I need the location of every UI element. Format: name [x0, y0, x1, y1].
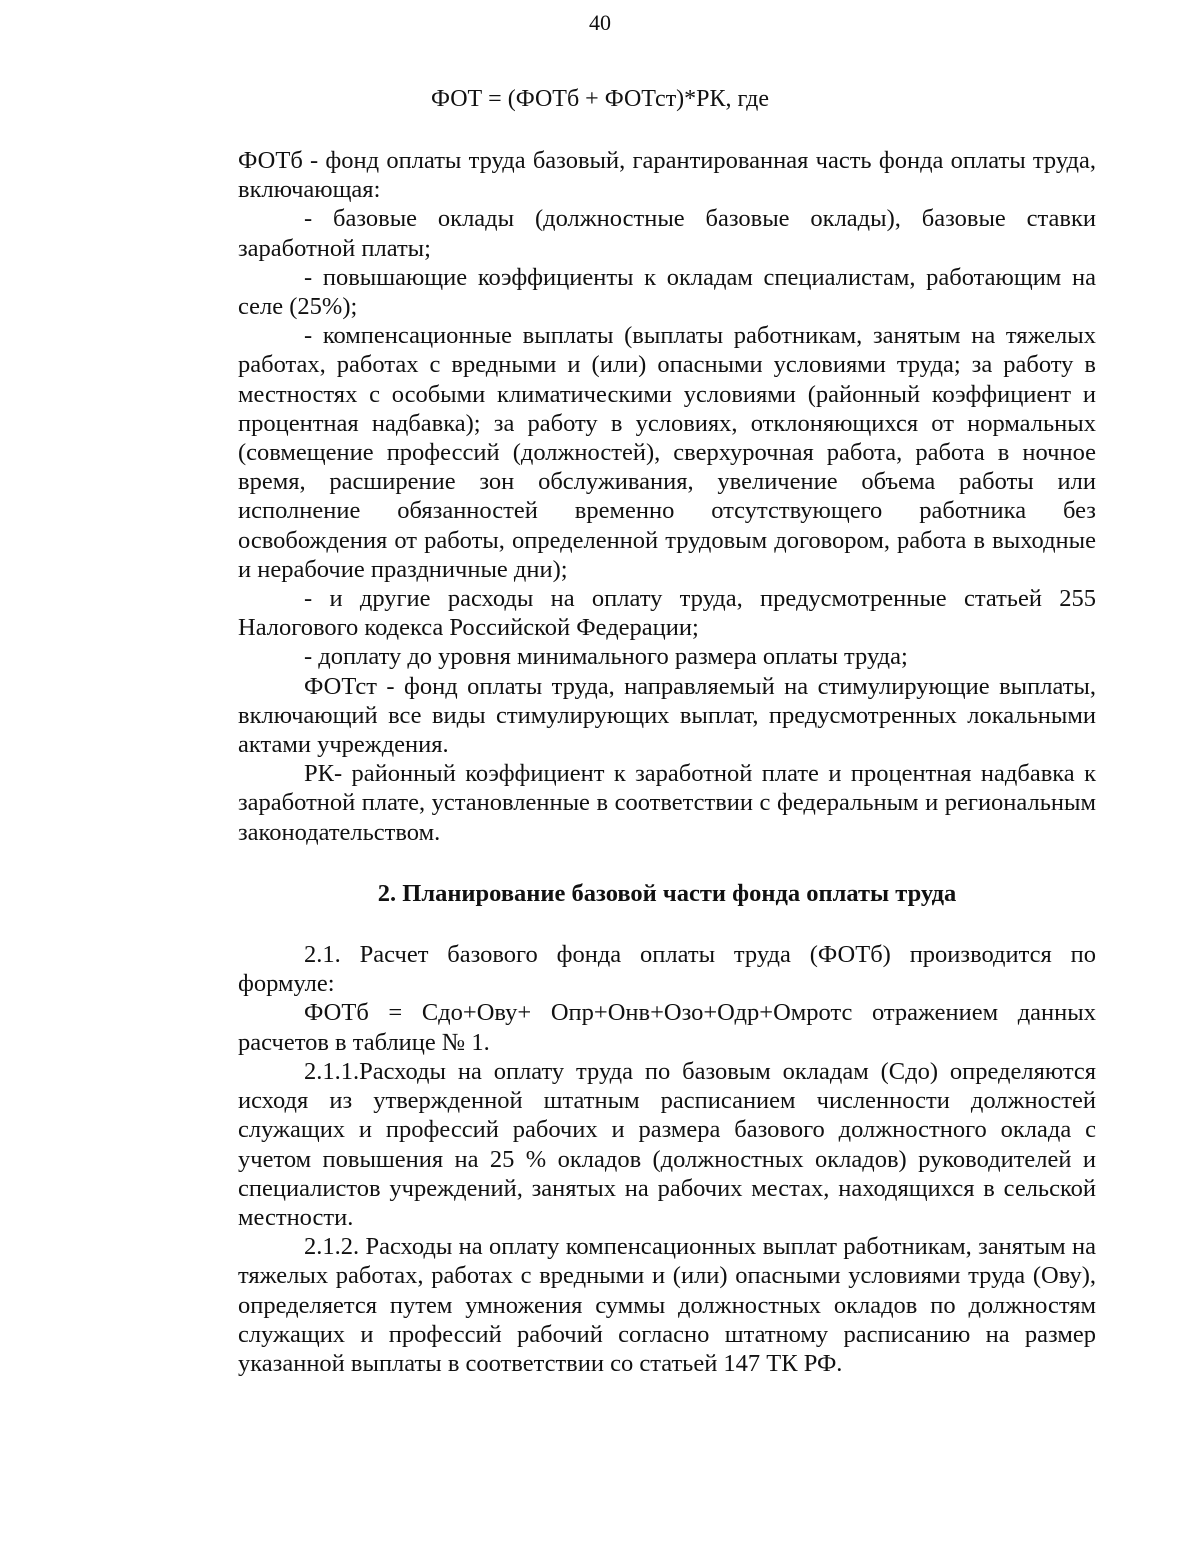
- paragraph-minimum-wage: - доплату до уровня минимального размера оплаты труда;: [304, 643, 908, 671]
- paragraph-other-expenses: - и другие расходы на оплату труда, предусмотренные статьей 255 Налогового кодекса Российской Федерации;: [238, 585, 1096, 642]
- paragraph-2-1-2: 2.1.2. Расходы на оплату компенсационных выплат работникам, занятым на тяжелых работах, работах с вредными и (или) опасными условиями труда (Ову), определяется путем умножения суммы должностных окладов по должностям служащих и профессий рабочий согласно штатному расписанию на размер указанной выплаты в соответствии со статьей 147 ТК РФ.: [238, 1233, 1096, 1377]
- paragraph-rural-coefficients: - повышающие коэффициенты к окладам специалистам, работающим на селе (25%);: [238, 263, 1096, 321]
- paragraph-rk-definition: РК- районный коэффициент к заработной плате и процентная надбавка к заработной плате, установленные в соответствии с федеральным и региональным законодательством.: [238, 760, 1096, 846]
- formula-fot: ФОТ = (ФОТб + ФОТст)*РК, где: [430, 86, 770, 112]
- document-body: [238, 146, 1096, 1378]
- page-number: 40: [589, 10, 611, 35]
- paragraph-fotb-definition: ФОТб - фонд оплаты труда базовый, гарантированная часть фонда оплаты труда, включающая:: [238, 147, 1096, 204]
- section-heading: 2. Планирование базовой части фонда оплаты труда: [377, 879, 957, 907]
- paragraph-base-salaries: - базовые оклады (должностные базовые оклады), базовые ставки заработной платы;: [238, 205, 1096, 262]
- paragraph-fotst-definition: ФОТст - фонд оплаты труда, направляемый на стимулирующие выплаты, включающий все виды стимулирующих выплат, предусмотренных локальными актами учреждения.: [238, 672, 1096, 759]
- paragraph-2-1-1: 2.1.1.Расходы на оплату труда по базовым окладам (Сдо) определяются исходя из утвержденной штатным расписанием численности должностей служащих и профессий рабочих и размера базового должностного оклада с учетом повышения на 25 % окладов (должностных окладов) руководителей и специалистов учреждений, занятых на рабочих местах, находящихся в сельской местности.: [238, 1057, 1096, 1231]
- paragraph-fotb-formula: ФОТб = Сдо+Ову+ Опр+Онв+Озо+Одр+Омротс отражением данных расчетов в таблице № 1.: [238, 999, 1096, 1056]
- paragraph-compensation-payments: - компенсационные выплаты (выплаты работникам, занятым на тяжелых работах, работах с вредными и (или) опасными условиями труда; за работу в местностях с особыми климатическими условиями (районный коэффициент и процентная надбавка); за работу в условиях, отклоняющихся от нормальных (совмещение профессий (должностей), сверхурочная работа, работа в ночное время, расширение зон обслуживания, увеличение объема работы или исполнение обязанностей временно отсутствующего работника без освобождения от работы, определенной трудовым договором, работа в выходные и нерабочие праздничные дни);: [238, 322, 1096, 583]
- paragraph-2-1: 2.1. Расчет базового фонда оплаты труда (ФОТб) производится по формуле:: [238, 941, 1096, 998]
